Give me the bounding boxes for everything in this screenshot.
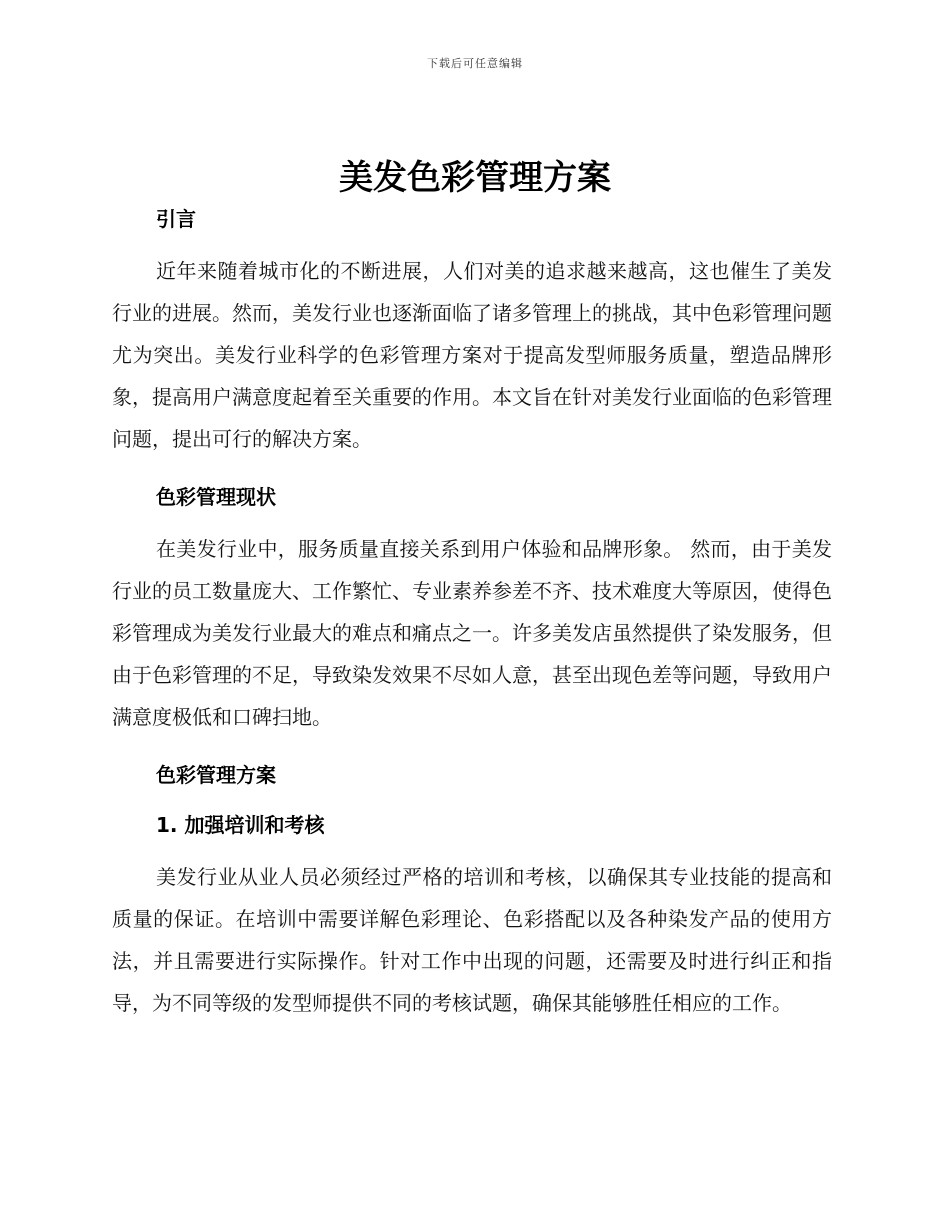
paragraph-status: 在美发行业中，服务质量直接关系到用户体验和品牌形象。 然而，由于美发行业的员工数量庞大、工作繁忙、专业素养参差不齐、技术难度大等原因，使得色彩管理成为美发行业最大的难点和痛点之一。许多美发店虽然提供了染发服务，但由于色彩管理的不足，导致染发效果不尽如人意，甚至出现色差等问题，导致用户满意度极低和口碑扫地。 — [112, 537, 832, 729]
document-body — [112, 200, 832, 1024]
subsection-heading-training: 1. 加强培训和考核 — [156, 813, 325, 837]
section-heading-status: 色彩管理现状 — [156, 485, 276, 509]
document-title: 美发色彩管理方案 — [339, 158, 611, 198]
paragraph-intro: 近年来随着城市化的不断进展，人们对美的追求越来越高，这也催生了美发行业的进展。然而，美发行业也逐渐面临了诸多管理上的挑战，其中色彩管理问题尤为突出。美发行业科学的色彩管理方案对于提高发型师服务质量，塑造品牌形象，提高用户满意度起着至关重要的作用。本文旨在针对美发行业面临的色彩管理问题，提出可行的解决方案。 — [112, 259, 832, 451]
paragraph-training: 美发行业从业人员必须经过严格的培训和考核，以确保其专业技能的提高和质量的保证。在培训中需要详解色彩理论、色彩搭配以及各种染发产品的使用方法，并且需要进行实际操作。针对工作中出现的问题，还需要及时进行纠正和指导，为不同等级的发型师提供不同的考核试题，确保其能够胜任相应的工作。 — [112, 865, 832, 1015]
section-heading-intro: 引言 — [156, 207, 196, 231]
page-header-note: 下载后可任意编辑 — [427, 57, 523, 70]
section-heading-plan: 色彩管理方案 — [156, 763, 276, 787]
